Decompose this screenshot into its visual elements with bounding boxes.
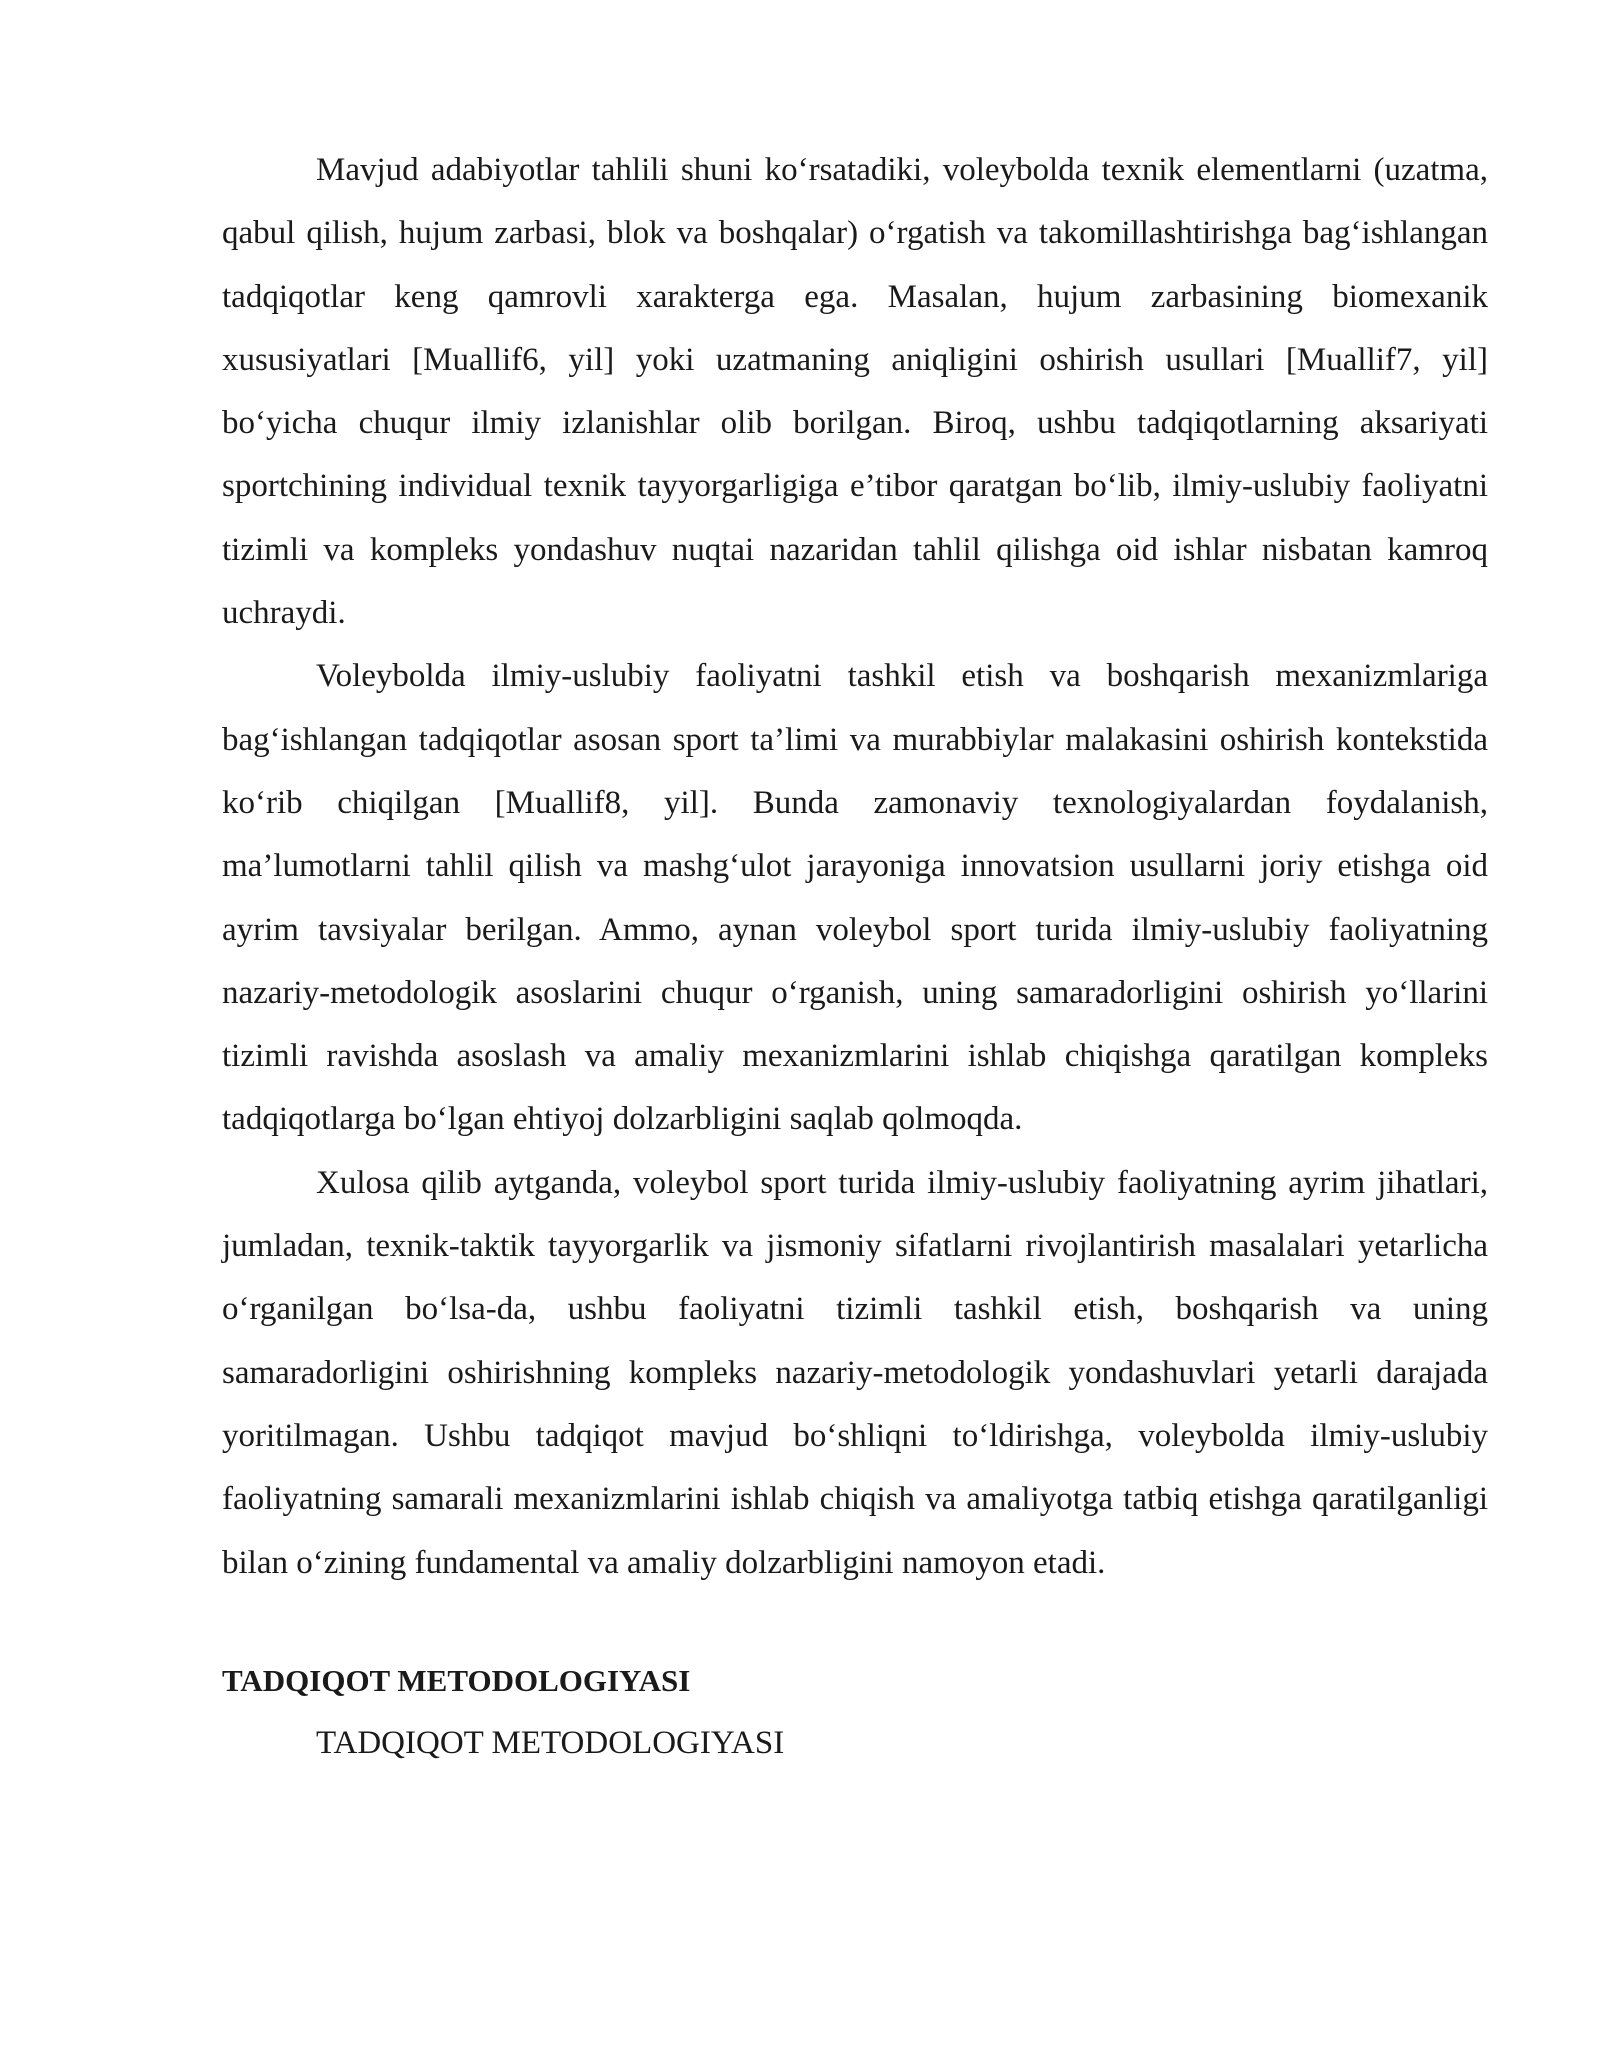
paragraph-conclusion: Xulosa qilib aytganda, voleybol sport turida ilmiy-uslubiy faoliyatning ayrim jihatlari, jumladan, texnik-taktik tayyorgarlik va jismoniy sifatlarni rivojlantirish masalalari yetarlicha oʻrganilgan boʻlsa-da, ushbu faoliyatni tizimli tashkil etish, boshqarish va uning samaradorligini oshirishning kompleks nazariy-metodologik yondashuvlari yetarli darajada yoritilmagan. Ushbu tadqiqot mavjud boʻshliqni toʻldirishga, voleybolda ilmiy-uslubiy faoliyatning samarali mexanizmlarini ishlab chiqish va amaliyotga tatbiq etishga qaratilganligi bilan oʻzining fundamental va amaliy dolzarbligini namoyon etadi. bbox=[222, 1164, 1488, 1581]
section-heading: TADQIQOT METODOLOGIYASI bbox=[222, 1662, 691, 1698]
section-subheading: TADQIQOT METODOLOGIYASI bbox=[316, 1724, 785, 1761]
paragraph-methodical-activity: Voleybolda ilmiy-uslubiy faoliyatni tashkil etish va boshqarish mexanizmlariga bagʻishlangan tadqiqotlar asosan sport ta’limi va murabbiylar malakasini oshirish kontekstida koʻrib chiqilgan [Muallif8, yil]. Bunda zamonaviy texnologiyalardan foydalanish, ma’lumotlarni tahlil qilish va mashgʻulot jarayoniga innovatsion usullarni joriy etishga oid ayrim tavsiyalar berilgan. Ammo, aynan voleybol sport turida ilmiy-uslubiy faoliyatning nazariy-metodologik asoslarini chuqur oʻrganish, uning samaradorligini oshirish yoʻllarini tizimli ravishda asoslash va amaliy mexanizmlarini ishlab chiqishga qaratilgan kompleks tadqiqotlarga boʻlgan ehtiyoj dolzarbligini saqlab qolmoqda. bbox=[222, 658, 1488, 1138]
document-body bbox=[222, 139, 1488, 1775]
paragraph-literature-analysis: Mavjud adabiyotlar tahlili shuni koʻrsatadiki, voleybolda texnik elementlarni (uzatma, qabul qilish, hujum zarbasi, blok va boshqalar) oʻrgatish va takomillashtirishga bagʻishlangan tadqiqotlar keng qamrovli xarakterga ega. Masalan, hujum zarbasining biomexanik xususiyatlari [Muallif6, yil] yoki uzatmaning aniqligini oshirish usullari [Muallif7, yil] boʻyicha chuqur ilmiy izlanishlar olib borilgan. Biroq, ushbu tadqiqotlarning aksariyati sportchining individual texnik tayyorgarligiga e’tibor qaratgan boʻlib, ilmiy-uslubiy faoliyatni tizimli va kompleks yondashuv nuqtai nazaridan tahlil qilishga oid ishlar nisbatan kamroq uchraydi. bbox=[222, 152, 1488, 632]
